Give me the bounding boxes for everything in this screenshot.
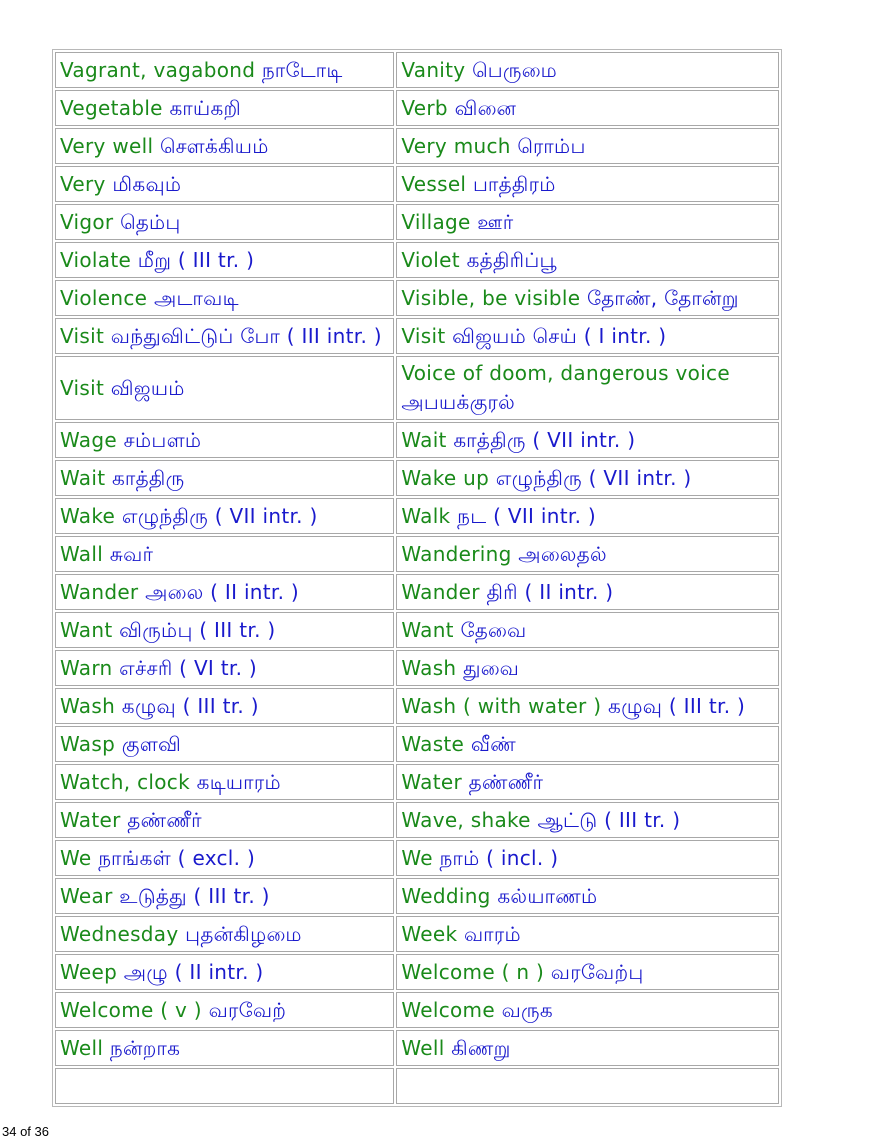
tamil-term: ரொம்ப [517,133,586,158]
tamil-term: வாரம் [464,921,521,946]
glossary-cell [55,280,394,316]
english-term: Well [60,1035,104,1060]
english-term: Visit [60,375,105,400]
glossary-row [55,764,779,800]
english-term: Visit [401,323,446,348]
tamil-term: சௌக்கியம் [160,133,269,158]
glossary-cell [55,166,394,202]
english-term: Vessel [401,171,467,196]
english-term: Violence [60,285,148,310]
english-term: Wasp [60,731,116,756]
english-term: Village [401,209,471,234]
glossary-row [55,204,779,240]
tamil-term: கல்யாணம் [497,883,598,908]
glossary-cell [55,764,394,800]
table-bottom-spacer [55,1068,779,1104]
glossary-row [55,878,779,914]
glossary-cell [396,422,779,458]
glossary-cell [55,498,394,534]
tamil-term: விரும்பு ( III tr. ) [119,617,276,642]
english-term: Wander [60,579,139,604]
english-term: Wall [60,541,104,566]
tamil-term: சுவர் [109,541,154,566]
glossary-row [55,612,779,648]
glossary-row [55,498,779,534]
tamil-term: நன்றாக [109,1035,181,1060]
glossary-cell [55,536,394,572]
spacer-cell [396,1068,779,1104]
glossary-row [55,128,779,164]
tamil-term: புதன்கிழமை [185,921,302,946]
english-term: Wait [60,465,106,490]
glossary-cell [396,574,779,610]
glossary-cell [55,422,394,458]
glossary-row [55,726,779,762]
tamil-term: ஆட்டு ( III tr. ) [537,807,681,832]
tamil-term: பெருமை [472,57,558,82]
tamil-term: நாடோடி [261,57,343,82]
tamil-term: எழுந்திரு ( VII intr. ) [121,503,318,528]
glossary-cell [55,802,394,838]
glossary-cell [396,688,779,724]
english-term: Very much [401,133,511,158]
glossary-cell [55,204,394,240]
tamil-term: காய்கறி [169,95,242,120]
tamil-term: விஜயம் [110,375,185,400]
glossary-cell [396,460,779,496]
glossary-cell [396,878,779,914]
glossary-cell [396,166,779,202]
english-term: Very well [60,133,154,158]
glossary-cell [55,840,394,876]
glossary-cell [396,916,779,952]
english-term: Wake up [401,465,490,490]
glossary-cell [396,764,779,800]
english-term: Want [60,617,113,642]
tamil-term: தண்ணீர் [468,769,544,794]
english-term: Wash [401,655,457,680]
english-term: Visible, be visible [401,285,581,310]
glossary-row [55,280,779,316]
english-term: Want [401,617,454,642]
tamil-term: நாம் ( incl. ) [439,845,559,870]
tamil-term: ஊர் [477,209,514,234]
glossary-cell [396,536,779,572]
english-term: Wandering [401,541,512,566]
glossary-cell [396,318,779,354]
glossary-cell [55,916,394,952]
glossary-cell [55,242,394,278]
glossary-body [55,52,779,1104]
glossary-cell [396,498,779,534]
tamil-term: உடுத்து ( III tr. ) [119,883,270,908]
english-term: Wave, shake [401,807,531,832]
tamil-term: வரவேற் [208,997,287,1022]
english-term: Verb [401,95,448,120]
glossary-row [55,574,779,610]
english-term: Weep [60,959,118,984]
glossary-cell [55,688,394,724]
english-term: Very [60,171,106,196]
glossary-cell [396,726,779,762]
glossary-cell [55,878,394,914]
glossary-cell [55,954,394,990]
glossary-cell [55,128,394,164]
english-term: Wait [401,427,447,452]
glossary-row [55,916,779,952]
glossary-cell [396,802,779,838]
english-term: Violate [60,247,132,272]
english-term: Vegetable [60,95,163,120]
tamil-term: காத்திரு [112,465,185,490]
tamil-term: அழு ( II intr. ) [123,959,264,984]
tamil-term: அலைதல் [518,541,607,566]
glossary-cell [396,356,779,420]
glossary-cell [55,1030,394,1066]
glossary-cell [396,52,779,88]
glossary-cell [55,90,394,126]
english-term: Welcome ( v ) [60,997,202,1022]
tamil-term: அடாவடி [153,285,239,310]
glossary-cell [396,204,779,240]
tamil-term: வினை [454,95,517,120]
tamil-term: வருக [501,997,553,1022]
english-term: Well [401,1035,445,1060]
tamil-term: வந்துவிட்டுப் போ ( III intr. ) [110,323,382,348]
tamil-term: மிகவும் [112,171,182,196]
tamil-term: எச்சரி ( VI tr. ) [119,655,258,680]
english-term: We [401,845,433,870]
glossary-row [55,422,779,458]
glossary-row [55,460,779,496]
glossary-table [52,49,782,1107]
glossary-cell [55,650,394,686]
tamil-term: குளவி [121,731,182,756]
glossary-cell [396,242,779,278]
tamil-term: சம்பளம் [123,427,202,452]
english-term: Wedding [401,883,491,908]
glossary-cell [396,1030,779,1066]
glossary-cell [55,992,394,1028]
glossary-row [55,650,779,686]
glossary-row [55,356,779,420]
glossary-row [55,90,779,126]
tamil-term: நாங்கள் ( excl. ) [98,845,256,870]
tamil-term: அலை ( II intr. ) [145,579,300,604]
tamil-term: கழுவு ( III tr. ) [121,693,259,718]
tamil-term: தேவை [460,617,527,642]
english-term: Week [401,921,458,946]
english-term: Walk [401,503,451,528]
glossary-row [55,954,779,990]
tamil-term: விஜயம் செய் ( I intr. ) [452,323,667,348]
glossary-cell [396,992,779,1028]
english-term: Wednesday [60,921,179,946]
glossary-row [55,840,779,876]
glossary-row [55,242,779,278]
glossary-cell [396,612,779,648]
spacer-cell [55,1068,394,1104]
glossary-row [55,52,779,88]
glossary-cell [55,460,394,496]
english-term: Welcome [401,997,495,1022]
english-term: Violet [401,247,460,272]
tamil-term: கழுவு ( III tr. ) [608,693,746,718]
glossary-row [55,802,779,838]
glossary-row [55,166,779,202]
glossary-cell [55,356,394,420]
tamil-term: துவை [463,655,520,680]
english-term: Vagrant, vagabond [60,57,256,82]
tamil-term: பாத்திரம் [472,171,556,196]
glossary-cell [396,280,779,316]
english-term: Wash [60,693,116,718]
english-term: Wander [401,579,480,604]
english-term: Water [60,807,121,832]
glossary-row [55,688,779,724]
tamil-term: மீறு ( III tr. ) [137,247,255,272]
english-term: Vanity [401,57,466,82]
english-term: Warn [60,655,113,680]
english-term: Watch, clock [60,769,190,794]
tamil-term: காத்திரு ( VII intr. ) [453,427,636,452]
english-term: Vigor [60,209,114,234]
tamil-term: தெம்பு [120,209,181,234]
english-term: Wear [60,883,113,908]
glossary-row [55,536,779,572]
glossary-cell [396,128,779,164]
glossary-cell [55,726,394,762]
tamil-term: நட ( VII intr. ) [457,503,596,528]
glossary-row [55,1030,779,1066]
tamil-term: கத்திரிப்பூ [466,247,557,272]
english-term: We [60,845,92,870]
glossary-cell [396,954,779,990]
tamil-term: தண்ணீர் [127,807,202,832]
glossary-cell [55,612,394,648]
glossary-cell [55,574,394,610]
tamil-term: அபயக்குரல் [401,390,516,414]
glossary-row [55,992,779,1028]
glossary-cell [396,650,779,686]
english-term: Welcome ( n ) [401,959,545,984]
page-number: 34 of 36 [2,1124,49,1139]
english-term: Visit [60,323,105,348]
tamil-term: தோண், தோன்று [587,285,739,310]
glossary-row [55,318,779,354]
glossary-cell [55,52,394,88]
tamil-term: வரவேற்பு [550,959,644,984]
glossary-cell [55,318,394,354]
english-term: Waste [401,731,465,756]
english-term: Wake [60,503,116,528]
tamil-term: வீண் [470,731,517,756]
tamil-term: எழுந்திரு ( VII intr. ) [495,465,692,490]
english-term: Wash ( with water ) [401,693,602,718]
tamil-term: கிணறு [451,1035,511,1060]
glossary-cell [396,840,779,876]
tamil-term: திரி ( II intr. ) [486,579,614,604]
english-term: Voice of doom, dangerous voice [401,361,730,385]
english-term: Water [401,769,462,794]
tamil-term: கடியாரம் [196,769,281,794]
english-term: Wage [60,427,117,452]
glossary-cell [396,90,779,126]
